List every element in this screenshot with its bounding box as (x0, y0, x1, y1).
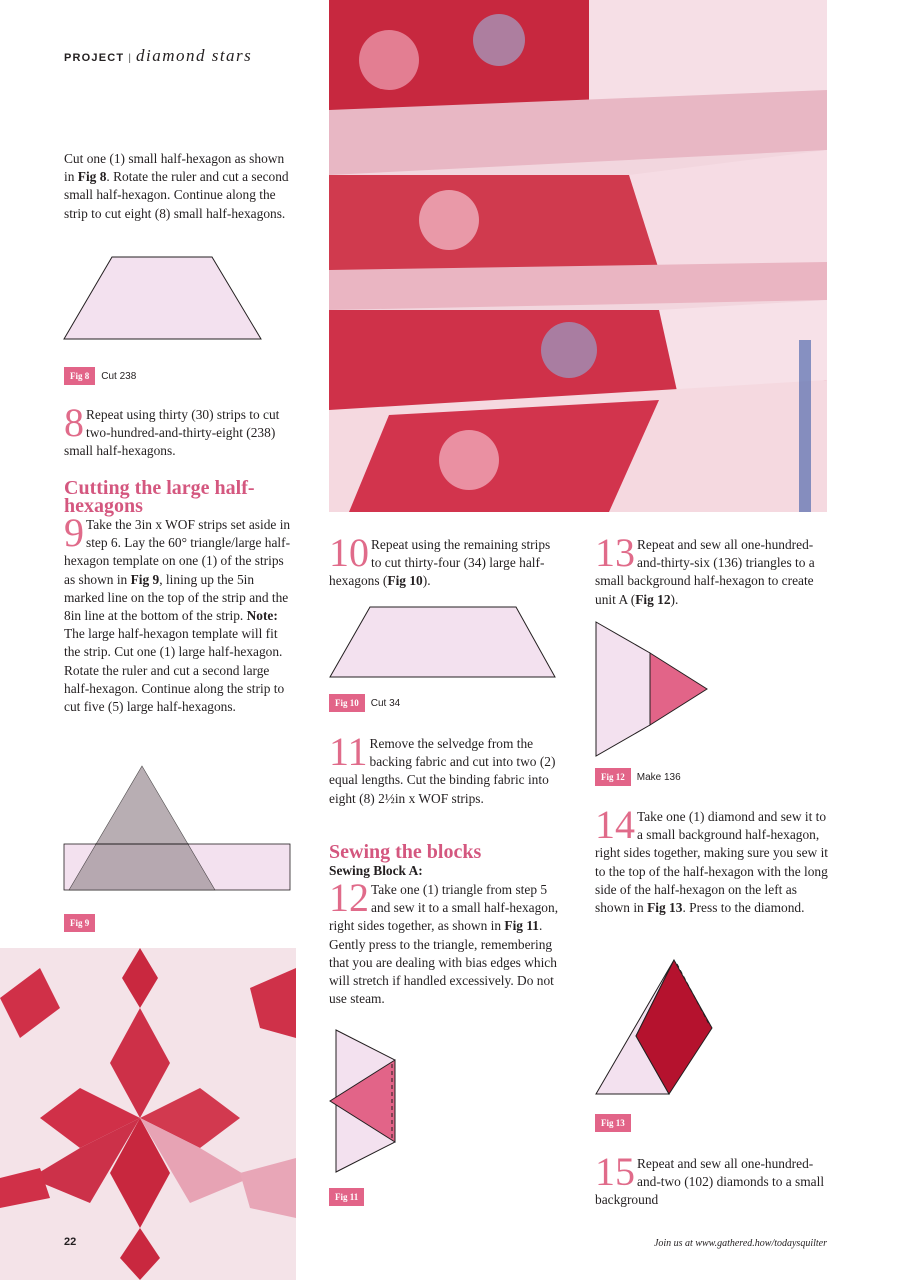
step9-text-b: , lining up the 5in marked line on the top of the strip and the 8in line at the bottom of the strip. (64, 571, 289, 624)
step15 (595, 1149, 829, 1210)
section-sewing-heading: Sewing the blocks (329, 841, 482, 863)
section-sewing-subheading: Sewing Block A: (329, 863, 423, 878)
step14-fig-ref: Fig 13 (647, 900, 683, 916)
step14 (595, 802, 829, 917)
quilt-photo-top-image (329, 0, 827, 512)
step10-number: 10 (329, 530, 369, 575)
footer-url: Join us at www.gathered.how/todaysquilter (653, 1238, 827, 1249)
fig9-tag: Fig 9 (64, 914, 95, 932)
step13 (595, 530, 829, 609)
step10-text-a: Repeat using the remaining strips to cut thirty-four (34) large half-hexagons ( (329, 537, 551, 589)
step11-text: Remove the selvedge from the backing fabric and cut into two (2) equal lengths. Cut the binding fabric into eight (8) 2½in x WOF strips. (329, 736, 556, 806)
header-project-label: PROJECT (64, 52, 125, 64)
step12-number: 12 (329, 875, 369, 920)
step9-number: 9 (64, 510, 84, 555)
step8 (64, 400, 296, 461)
step11 (329, 729, 561, 808)
step9 (64, 510, 294, 716)
fig10-label (329, 693, 400, 712)
fig8-reference: Fig 8 (77, 169, 107, 185)
fig8-diagram (62, 255, 264, 341)
fig12-tag: Fig 12 (595, 768, 631, 786)
header-separator: | (128, 53, 132, 64)
step9-fig-ref: Fig 9 (130, 571, 160, 587)
step8-number: 8 (64, 400, 84, 445)
step13-number: 13 (595, 530, 635, 575)
quilt-photo-bottom (0, 948, 296, 1280)
header-title: diamond stars (135, 46, 253, 65)
fig13-label (595, 1113, 631, 1132)
step12-fig-ref: Fig 11 (504, 918, 539, 934)
step12-text-a: Take one (1) triangle from step 5 and sew it to a small half-hexagon, right sides together, as shown in (329, 882, 559, 934)
page-number: 22 (64, 1236, 77, 1248)
quilt-photo-bottom-image (0, 948, 296, 1280)
fig13-tag: Fig 13 (595, 1114, 631, 1132)
fig8-caption: Cut 238 (101, 371, 137, 382)
fig9-label (64, 913, 95, 932)
step14-number: 14 (595, 802, 635, 847)
step15-number: 15 (595, 1149, 635, 1194)
step8-text: Repeat using thirty (30) strips to cut two-hundred-and-thirty-eight (238) small half-hexagons. (64, 407, 280, 459)
step9-text-a: Take the 3in x WOF strips set aside in step 6. Lay the 60° triangle/large half-hexagon template on one (1) of the strips as shown in (64, 517, 291, 587)
step12-text-b: . Gently press to the triangle, remembering that you are dealing with bias edges which will stretch if handled excessively. Do not use steam. (329, 918, 557, 1007)
fig8-label (64, 366, 136, 385)
fig9-diagram (62, 764, 294, 896)
fig12-label (595, 767, 681, 786)
step10-text-b: ). (422, 573, 431, 589)
step11-number: 11 (329, 729, 368, 774)
fig12-caption: Make 136 (636, 772, 681, 783)
step14-text-b: . Press to the diamond. (682, 900, 805, 916)
page-header (64, 46, 252, 66)
step10-fig-ref: Fig 10 (387, 573, 423, 589)
fig12-diagram (594, 620, 710, 758)
step9-text-c: The large half-hexagon template will fit the strip. Cut one (1) large half-hexagon. Rotate the ruler and cut a second large half-hexagon. Continue along the strip to cut five (5) large half-hexagons. (64, 626, 285, 715)
step9-note-label: Note: (246, 608, 278, 624)
section-cutting-heading: Cutting the large half-hexagons (64, 477, 255, 517)
step13-text-a: Repeat and sew all one-hundred-and-thirty-six (136) triangles to a small background half-hexagon to create unit A ( (595, 537, 815, 607)
quilt-photo-top (329, 0, 827, 512)
fig10-diagram (328, 605, 558, 679)
step10 (329, 530, 561, 591)
fig10-caption: Cut 34 (370, 698, 401, 709)
step13-fig-ref: Fig 12 (635, 591, 671, 607)
fig10-tag: Fig 10 (329, 694, 365, 712)
fig8-tag: Fig 8 (64, 367, 95, 385)
fig11-tag: Fig 11 (329, 1188, 364, 1206)
step14-text-a: Take one (1) diamond and sew it to a small background half-hexagon, right sides together, making sure you sew it to the top of the half-hexagon with the long side of the half-hexagon on the left as shown in (595, 809, 829, 916)
step12 (329, 875, 561, 1008)
fig11-label (329, 1187, 364, 1206)
fig13-diagram (594, 956, 716, 1098)
intro-paragraph: Cut one (1) small half-hexagon as shown in Fig 8. Rotate the ruler and cut a second small half-hexagon. Continue along the strip to cut eight (8) small half-hexagons. (64, 151, 289, 221)
step15-text: Repeat and sew all one-hundred-and-two (102) diamonds to a small background (595, 1156, 825, 1208)
step13-text-b: ). (670, 591, 679, 607)
fig11-diagram (328, 1028, 400, 1174)
